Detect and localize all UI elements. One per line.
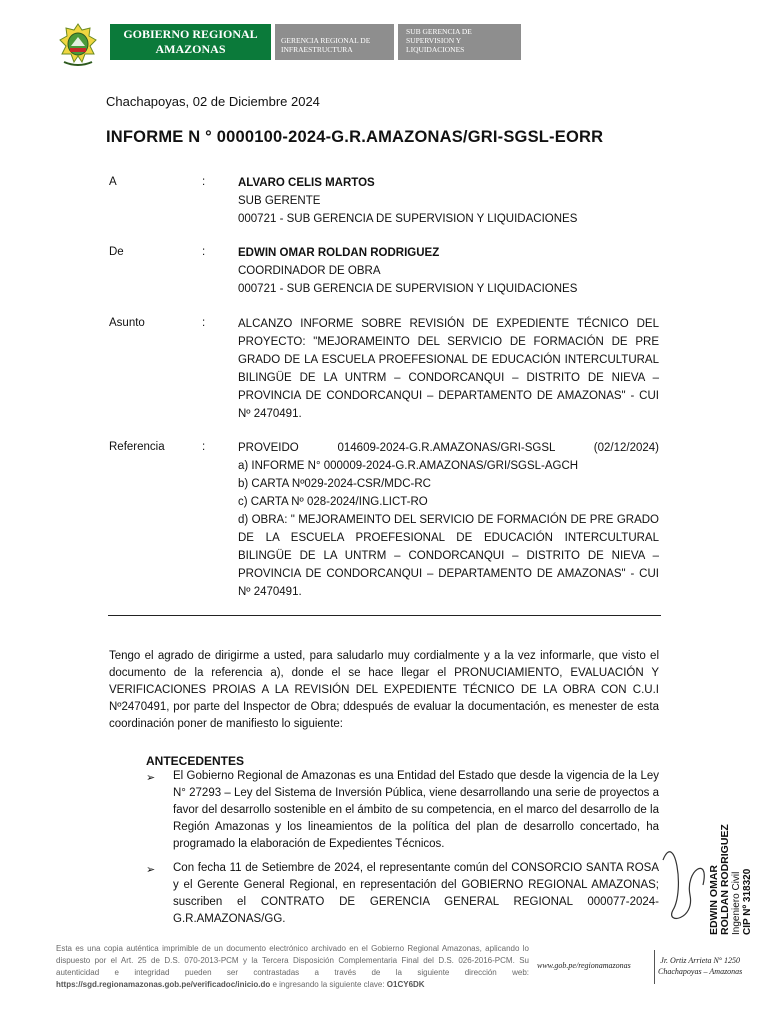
antecedentes-item: Con fecha 11 de Setiembre de 2024, el representante común del CONSORCIO SANTA ROSA y el Gerente General Regional, en representación del GOBIERNO REGIONAL AMAZONAS; suscriben el CONTRATO DE GERENCIA GENERAL REGIONAL 000077-2024-G.R.AMAZONAS/GG. [173, 862, 659, 925]
footer-address-line1: Jr. Ortiz Arrieta N° 1250 [660, 956, 741, 965]
regional-coat-of-arms-icon [56, 22, 100, 68]
section-divider [108, 615, 661, 616]
place-date: Chachapoyas, 02 de Diciembre 2024 [106, 94, 320, 109]
subject-label: Asunto [109, 317, 145, 329]
signature-stamp [655, 800, 760, 940]
stamp-line2: ROLDAN RODRIGUEZ [719, 824, 731, 935]
footer-authenticity-note [56, 943, 529, 991]
subject-text: ALCANZO INFORME SOBRE REVISIÓN DE EXPEDIENTE TÉCNICO DEL PROYECTO: "MEJORAMEINTO DEL SERVICIO DE FORMACIÓN DE PRE GRADO DE LA ESCUELA PROEFESIONAL DE EDUCACIÓN INTERCULTURAL BILINGÜE DE LA UNTRM – CONDORCANQUI – DISTRITO DE NIEVA – PROVINCIA DE CONDORCANQUI – DEPARTAMENTO DE AMAZONAS" - CUI Nº 2470491. [238, 318, 659, 420]
reference-item-a: a) INFORME N° 000009-2024-G.R.AMAZONAS/GRI/SGSL-AGCH [238, 460, 579, 472]
header-gerencia-line1: GERENCIA REGIONAL DE [281, 36, 371, 45]
from-office: 000721 - SUB GERENCIA DE SUPERVISION Y LIQUIDACIONES [238, 283, 578, 295]
reference-item-c: c) CARTA Nº 028-2024/ING.LICT-RO [238, 496, 428, 508]
footer-separator [654, 950, 655, 984]
footer-address [658, 955, 742, 977]
reference-colon: : [202, 441, 206, 453]
footer-verify-link[interactable]: https://sgd.regionamazonas.gob.pe/verificadoc/inicio.do [56, 980, 271, 989]
header-sub-line3: LIQUIDACIONES [406, 45, 465, 54]
to-name: ALVARO CELIS MARTOS [238, 177, 375, 189]
stamp-line4: CIP Nº 318320 [742, 868, 753, 935]
to-position: SUB GERENTE [238, 195, 321, 207]
reference-label: Referencia [109, 441, 165, 453]
from-colon: : [202, 246, 206, 258]
to-label: A [109, 176, 117, 188]
footer-note-text: Esta es una copia auténtica imprimible de un documento electrónico archivado en el Gobierno Regional Amazonas, aplicando lo dispuesto por el Art. 25 de D.S. 070-2013-PCM y la Tercera Disposición Complementaria Final del D.S. 026-2016-PCM. Su autenticidad e integridad pueden ser contrastadas a través de la siguiente dirección web: [56, 944, 529, 977]
document-title: INFORME N ° 0000100-2024-G.R.AMAZONAS/GRI-SGSL-EORR [106, 128, 604, 146]
reference-proveido: PROVEIDO 014609-2024-G.R.AMAZONAS/GRI-SGSL (02/12/2024) [238, 442, 659, 454]
to-block [238, 174, 659, 228]
header-gob-line2: AMAZONAS [155, 42, 226, 56]
header-sub-line1: SUB GERENCIA DE [406, 27, 472, 36]
arrow-bullet-icon: ➢ [146, 772, 156, 784]
from-name: EDWIN OMAR ROLDAN RODRIGUEZ [238, 247, 440, 259]
stamp-line1: EDWIN OMAR [708, 865, 720, 935]
header-gerencia-line2: INFRAESTRUCTURA [281, 45, 353, 54]
footer-website-link[interactable]: www.gob.pe/regionamazonas [537, 961, 631, 970]
intro-paragraph: Tengo el agrado de dirigirme a usted, para saludarlo muy cordialmente y a la vez informarle, que visto el documento de la referencia a), donde el se hace llegar el PRONUCIAMIENTO, EVALUACIÓN Y VERIFICACIONES PROIAS A LA REVISIÓN DEL EXPEDIENTE TÉCNICO DE LA OBRA CON C.U.I Nº2470491, por parte del Inspector de Obra; ddespués de evaluar la documentación, es menester de esta coordinación poner de manifiesto lo siguiente: [109, 650, 659, 730]
antecedentes-item: El Gobierno Regional de Amazonas es una Entidad del Estado que desde la vigencia de la Ley N° 27293 – Ley del Sistema de Inversión Pública, viene desarrollando una serie de proyectos a favor del desarrollo sostenible en el ámbito de su competencia, en el marco del desarrollo de la Región Amazonas y los lineamientos de la política del plan de desarrollo concertado, ha programado la elaboración de Expedientes Técnicos. [173, 770, 659, 850]
reference-item-d: d) OBRA: " MEJORAMEINTO DEL SERVICIO DE FORMACIÓN DE PRE GRADO DE LA ESCUELA PROEFESIONAL DE EDUCACIÓN INTERCULTURAL BILINGÜE DE LA UNTRM – CONDORCANQUI – DISTRITO DE NIEVA – PROVINCIA DE CONDORCANQUI – DEPARTAMENTO DE AMAZONAS" - CUI Nº 2470491. [238, 514, 659, 598]
subject-colon: : [202, 317, 206, 329]
footer-key: O1CY6DK [386, 980, 425, 989]
from-position: COORDINADOR DE OBRA [238, 265, 381, 277]
reference-block [238, 439, 659, 601]
header-sub-gerencia [398, 24, 521, 60]
from-block [238, 244, 659, 298]
reference-item-b: b) CARTA Nº029-2024-CSR/MDC-RC [238, 478, 431, 490]
header-sub-line2: SUPERVISION Y [406, 36, 462, 45]
footer-note-tail: e ingresando la siguiente clave: [272, 980, 385, 989]
to-office: 000721 - SUB GERENCIA DE SUPERVISION Y LIQUIDACIONES [238, 213, 578, 225]
header-gerencia [275, 24, 394, 60]
arrow-bullet-icon: ➢ [146, 864, 156, 876]
to-colon: : [202, 176, 206, 188]
header-gob-line1: GOBIERNO REGIONAL [123, 27, 258, 41]
header-gobierno-regional [110, 24, 271, 60]
antecedentes-heading: ANTECEDENTES [146, 754, 245, 768]
from-label: De [109, 246, 124, 258]
signature-scribble-icon [663, 852, 704, 919]
stamp-line3: Ingeniero Civil [731, 871, 742, 935]
footer-address-line2: Chachapoyas – Amazonas [658, 967, 743, 976]
